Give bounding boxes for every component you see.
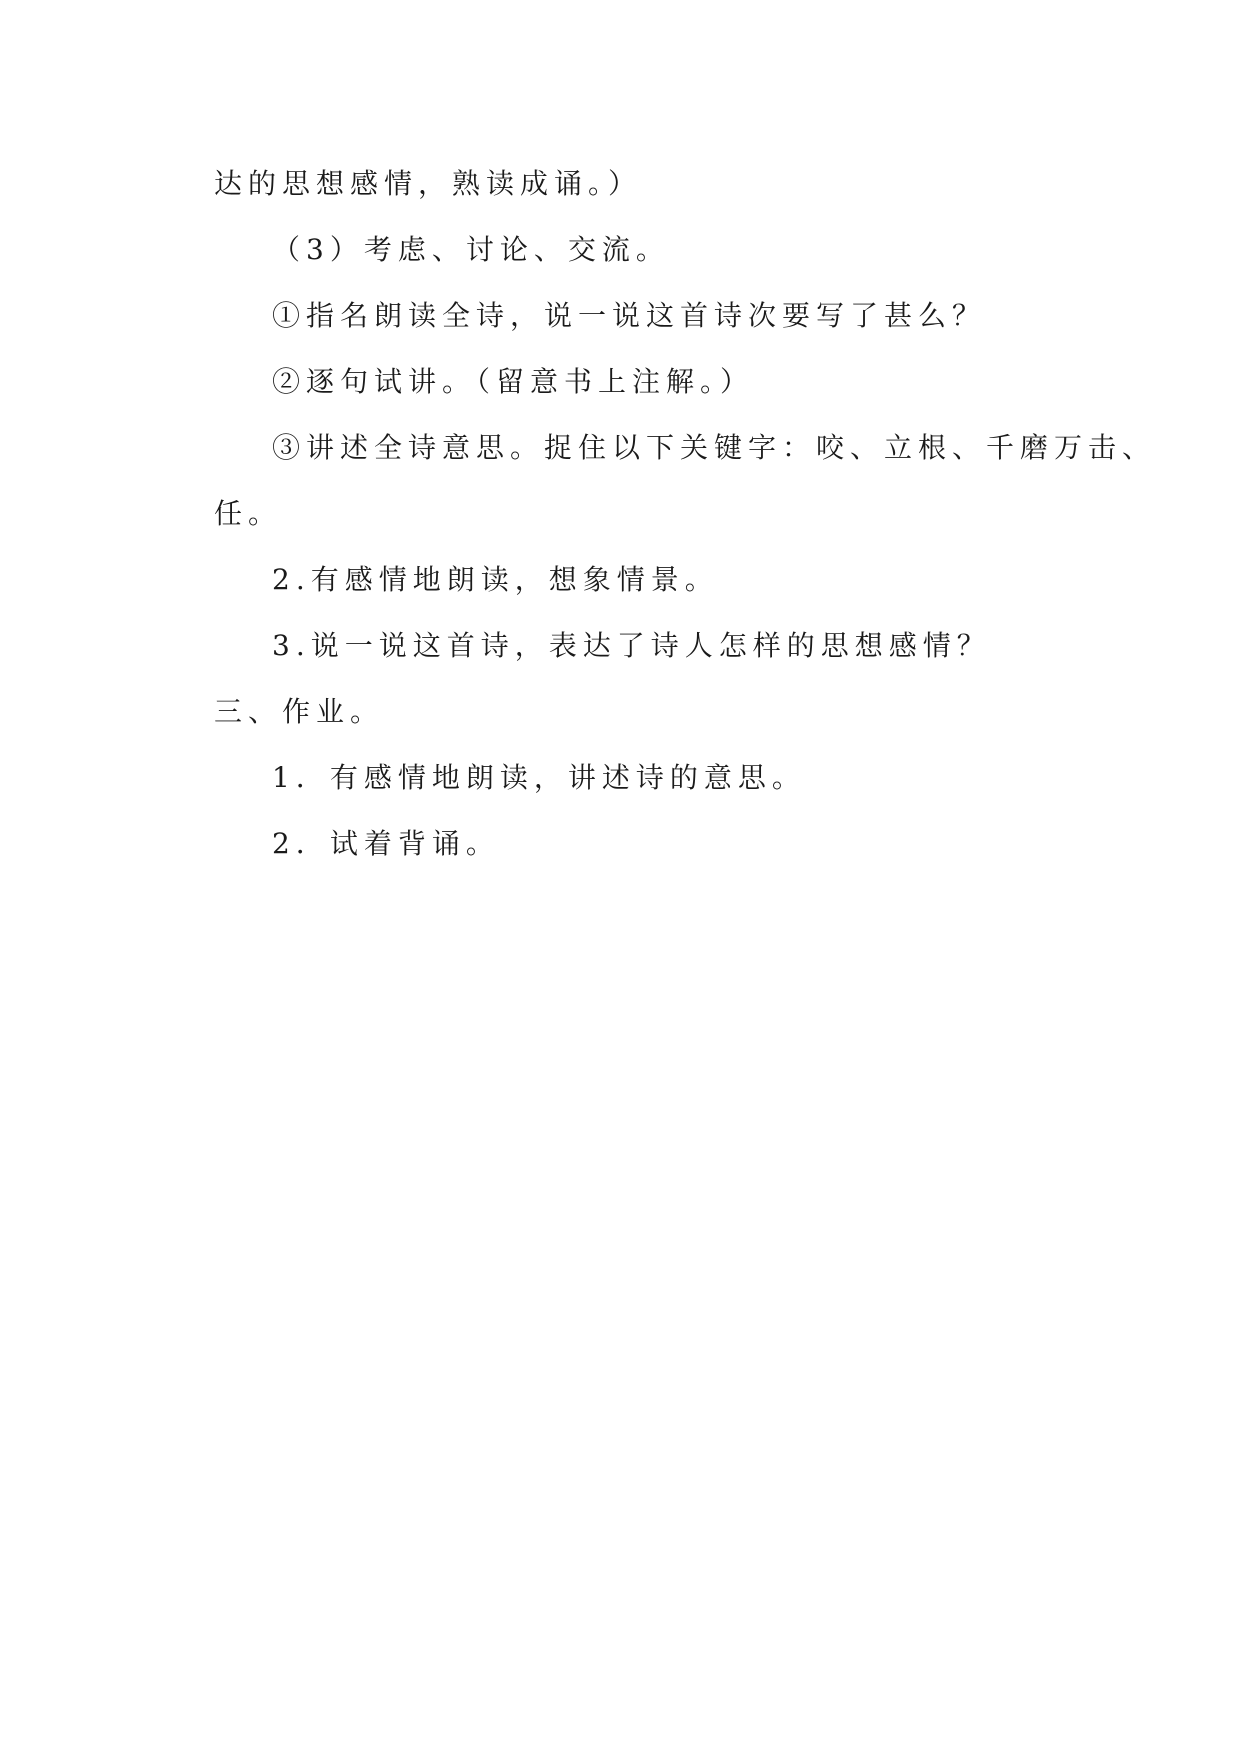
text-line-sub-1: ①指名朗读全诗，说一说这首诗次要写了甚么？ [272,299,987,332]
section-heading-homework: 三、作业。 [214,695,385,728]
text-line-sub-2: ②逐句试讲。（留意书上注解。） [272,365,755,398]
text-line-sub-3: ③讲述全诗意思。捉住以下关键字：咬、立根、千磨万击、 [272,431,1157,464]
homework-item-2: 2．试着背诵。 [272,827,500,860]
homework-item-1: 1．有感情地朗读，讲述诗的意思。 [272,761,806,794]
text-line-sub-3-continuation: 任。 [214,497,283,530]
text-line-step-3: （3）考虑、讨论、交流。 [272,233,670,266]
text-line-item-2: 2.有感情地朗读，想象情景。 [272,563,719,596]
text-line-item-3: 3.说一说这首诗，表达了诗人怎样的思想感情？ [272,629,991,662]
text-line-continuation: 达的思想感情，熟读成诵。） [214,167,643,200]
